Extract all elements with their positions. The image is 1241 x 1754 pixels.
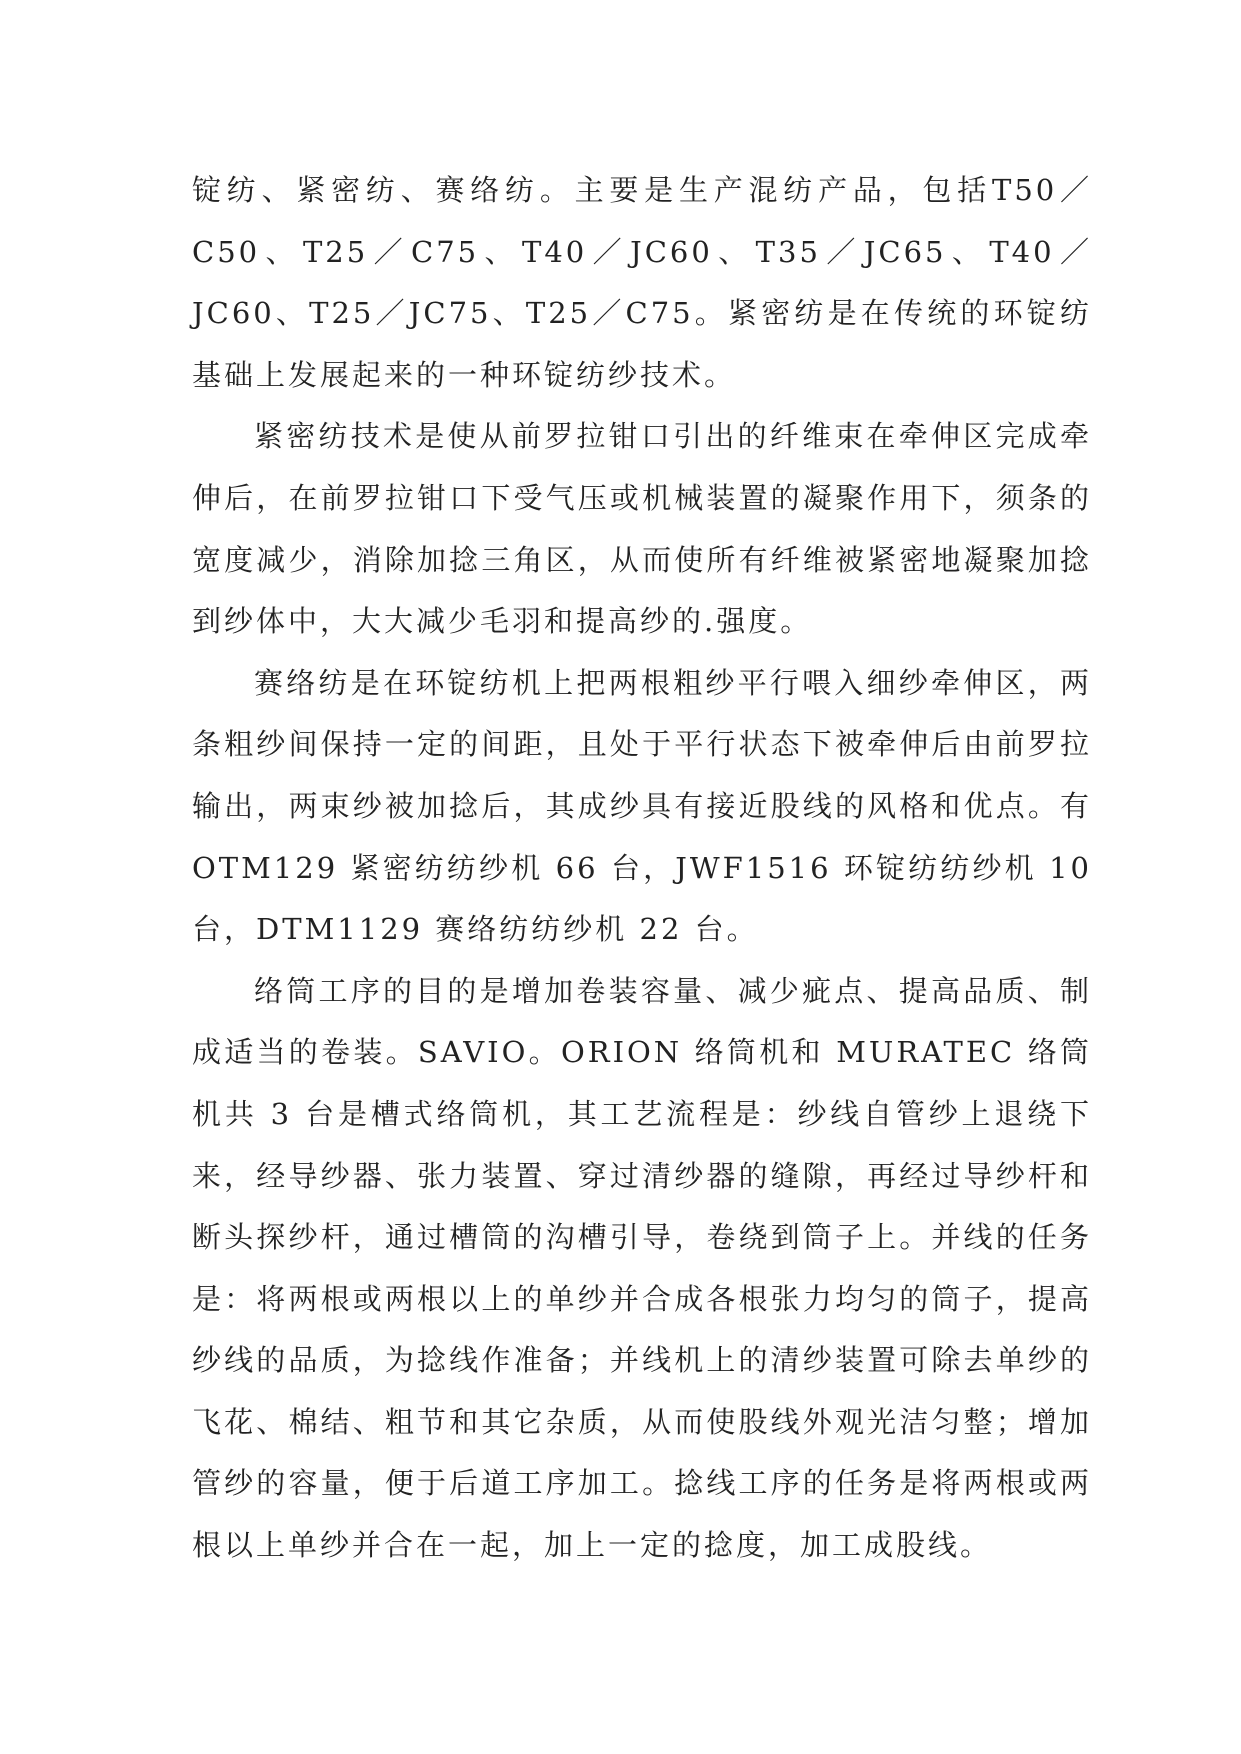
paragraph: 赛络纺是在环锭纺机上把两根粗纱平行喂入细纱牵伸区，两条粗纱间保持一定的间距，且处于平行状态下被牵伸后由前罗拉输出，两束纱被加捻后，其成纱具有接近股线的风格和优点。有 OTM129 紧密纺纺纱机 66 台，JWF1516 环锭纺纺纱机 10 台，DTM1129 赛络纺纺纱机 22 台。 [192, 665, 1092, 947]
document-page [192, 160, 1092, 1577]
paragraph: 紧密纺技术是使从前罗拉钳口引出的纤维束在牵伸区完成牵伸后，在前罗拉钳口下受气压或机械装置的凝聚作用下，须条的宽度减少，消除加捻三角区，从而使所有纤维被紧密地凝聚加捻到纱体中，大大减少毛羽和提高纱的.强度。 [192, 419, 1092, 639]
paragraph: 锭纺、紧密纺、赛络纺。主要是生产混纺产品，包括T50／C50、T25／C75、T40／JC60、T35／JC65、T40／JC60、T25／JC75、T25／C75。紧密纺是在传统的环锭纺基础上发展起来的一种环锭纺纱技术。 [192, 173, 1092, 392]
paragraph: 络筒工序的目的是增加卷装容量、减少疵点、提高品质、制成适当的卷装。SAVIO。ORION 络筒机和 MURATEC 络筒机共 3 台是槽式络筒机，其工艺流程是：纱线自管纱上退绕下来，经导纱器、张力装置、穿过清纱器的缝隙，再经过导纱杆和断头探纱杆，通过槽筒的沟槽引导，卷绕到筒子上。并线的任务是：将两根或两根以上的单纱并合成各根张力均匀的筒子，提高纱线的品质，为捻线作准备；并线机上的清纱装置可除去单纱的飞花、棉结、粗节和其它杂质，从而使股线外观光洁匀整；增加管纱的容量，便于后道工序加工。捻线工序的任务是将两根或两根以上单纱并合在一起，加上一定的捻度，加工成股线。 [192, 973, 1092, 1563]
